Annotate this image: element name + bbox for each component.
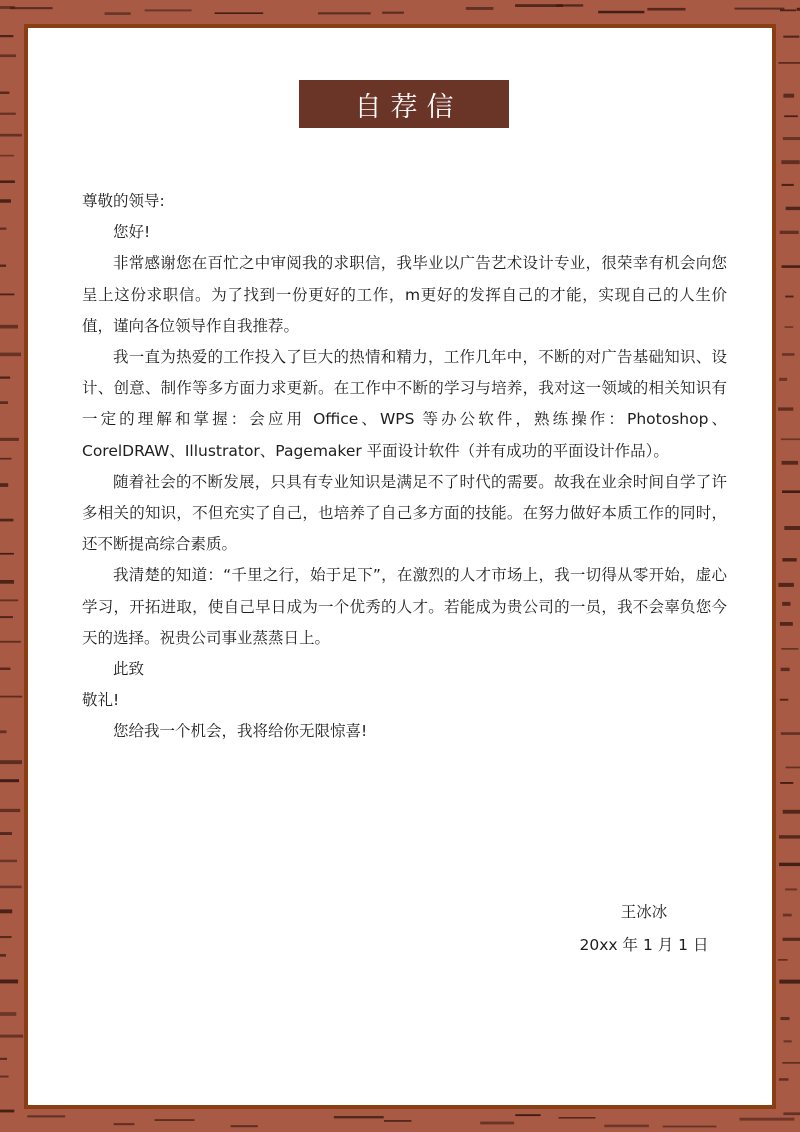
wood-grain-stripe [784,115,798,117]
salutation: 尊敬的领导: [82,192,165,210]
wood-grain-stripe [0,265,6,267]
wood-grain-stripe [781,438,800,440]
wood-grain-stripe [0,54,16,57]
wood-grain-stripe [780,622,793,626]
wood-grain-stripe [0,401,8,404]
wood-grain-stripe [0,35,13,37]
wood-grain-stripe [0,696,22,698]
wood-grain-stripe [0,92,9,95]
wood-grain-stripe [0,616,13,618]
wood-grain-stripe [780,10,796,12]
wood-grain-stripe [781,732,800,735]
document-title: 自荐信 [299,80,509,128]
wood-grain-stripe [782,490,800,493]
wood-grain-stripe [780,231,799,234]
wood-grain-stripe [779,835,800,838]
wood-grain-stripe [0,199,11,202]
wood-grain-stripe [783,137,800,140]
wood-grain-stripe [0,294,14,296]
wood-grain-stripe [0,483,8,487]
wood-grain-stripe [0,1076,9,1078]
wood-grain-stripe [0,1110,14,1113]
wood-grain-stripe [0,936,12,938]
wood-grain-stripe [785,326,794,328]
postscript: 您给我一个机会，我将给你无限惊喜! [113,722,368,741]
wood-grain-stripe [334,1116,384,1118]
wood-grain-stripe [782,353,795,356]
wood-grain-stripe [0,180,15,183]
wood-grain-stripe [318,12,371,14]
wood-grain-stripe [785,296,793,298]
wood-grain-stripe [781,648,798,650]
wood-grain-stripe [783,914,792,917]
wood-grain-stripe [779,863,800,866]
wood-grain-stripe [785,888,797,890]
wood-grain-stripe [782,1062,800,1064]
wood-grain-stripe [0,580,14,584]
wood-grain-stripe [105,12,131,15]
wood-grain-stripe [0,779,19,782]
wood-grain-stripe [786,207,800,210]
wood-grain-stripe [780,699,789,701]
wood-grain-stripe [604,1125,649,1128]
wood-grain-stripe [0,228,6,230]
wood-grain-stripe [778,959,788,961]
wood-grain-stripe [782,558,796,561]
wood-grain-stripe [784,526,800,530]
wood-grain-stripe [0,1012,16,1016]
wood-grain-stripe [647,8,685,11]
wood-grain-stripe [114,1123,135,1125]
wood-grain-stripe [145,9,192,11]
wood-grain-stripe [782,461,799,465]
wood-grain-stripe [781,1017,790,1020]
wood-grain-stripe [0,155,14,157]
wood-grain-stripe [0,954,6,957]
wood-grain-stripe [0,730,7,733]
greeting: 您好! [113,223,151,242]
wood-grain-stripe [0,353,21,357]
wood-grain-stripe [384,1120,412,1122]
wood-grain-stripe [0,809,20,812]
wood-grain-stripe [782,265,800,268]
wood-grain-stripe [783,938,800,941]
wood-grain-stripe [215,12,264,14]
wood-grain-stripe [0,980,18,984]
paragraph-3: 随着社会的不断发展，只具有专业知识是满足不了时代的需要。故我在业余时间自学了许多相关的知识，不但充实了自己，也培养了自己多方面的技能。在努力做好本质工作的同时，还不断提高综合素质。 [82,472,727,554]
wood-grain-stripe [0,553,14,555]
wood-grain-stripe [0,113,16,115]
wood-grain-stripe [559,1117,596,1119]
wood-grain-stripe [783,36,799,38]
wood-grain-stripe [0,438,19,441]
wood-grain-stripe [155,1119,195,1121]
wood-grain-stripe [797,8,800,11]
wood-grain-stripe [0,1058,7,1060]
wood-grain-stripe [784,1040,792,1042]
wood-grain-stripe [0,325,18,329]
letter-body [82,186,727,748]
wood-grain-stripe [515,4,563,7]
wood-grain-stripe [663,1126,717,1128]
wood-grain-stripe [0,458,12,460]
wood-grain-stripe [231,1125,258,1127]
wood-grain-stripe [780,782,793,784]
wood-grain-stripe [0,1035,23,1038]
wood-grain-stripe [781,668,790,671]
wood-grain-stripe [0,134,22,137]
signature-date: 20xx 年 1 月 1 日 [579,936,709,954]
wood-grain-stripe [0,886,22,889]
wood-grain-stripe [0,760,22,764]
wood-grain-stripe [778,62,800,64]
wood-grain-stripe [783,94,794,98]
wood-grain-stripe [779,1078,789,1081]
wood-grain-stripe [781,160,799,164]
paragraph-4: 我清楚的知道：“千里之行，始于足下”，在激烈的人才市场上，我一切得从零开始，虚心学习，开拓进取，使自己早日成为一个优秀的人才。若能成为贵公司的一员，我不会辜负您今天的选择。祝贵公司事业蒸蒸日上。 [82,566,727,647]
wood-grain-stripe [779,980,800,984]
closing-salute: 敬礼! [82,691,120,710]
wood-grain-stripe [0,832,12,835]
wood-grain-stripe [0,641,21,643]
paragraph-1: 非常感谢您在百忙之中审阅我的求职信，我毕业以广告艺术设计专业，很荣幸有机会向您呈上这份求职信。为了找到一份更好的工作，m更好的发挥自己的才能，实现自己的人生价值，谨向各位领导作自我推荐。 [82,254,727,335]
paragraph-2: 我一直为热爱的工作投入了巨大的热情和精力，工作几年中，不断的对广告基础知识、设计、创意、制作等多方面力求更新。在工作中不断的学习与培养，我对这一领域的相关知识有一定的理解和掌握：会应用 Office、WPS 等办公软件，熟练操作：Photoshop、CorelDRAW、Illustrator、Pagemaker 平面设计软件（并有成功的平面设计作品）。 [82,348,727,460]
wood-grain-stripe [480,1122,514,1125]
wood-grain-stripe [0,599,18,601]
wood-grain-stripe [0,377,10,379]
closing-line: 此致 [113,660,145,679]
wood-grain-stripe [786,767,800,769]
wood-grain-stripe [735,8,785,10]
wood-grain-stripe [598,11,644,14]
wood-grain-stripe [0,909,12,913]
wood-grain-stripe [466,7,494,10]
wood-grain-stripe [0,519,14,522]
wood-grain-stripe [0,668,11,671]
letter-page [24,24,776,1109]
wood-grain-stripe [0,860,17,863]
signature-name: 王冰冰 [620,903,668,921]
wood-grain-stripe [10,7,53,9]
wood-grain-stripe [515,1114,540,1116]
wood-grain-stripe [382,12,404,14]
wood-grain-stripe [27,1115,65,1117]
wood-grain-stripe [782,184,794,186]
wood-grain-stripe [556,4,583,6]
wood-grain-stripe [740,1118,795,1121]
wood-grain-stripe [778,407,793,410]
wood-grain-stripe [782,602,790,606]
wood-grain-stripe [783,1112,800,1115]
wood-grain-stripe [778,583,794,587]
wood-grain-stripe [779,378,787,381]
wood-grain-stripe [783,810,800,814]
